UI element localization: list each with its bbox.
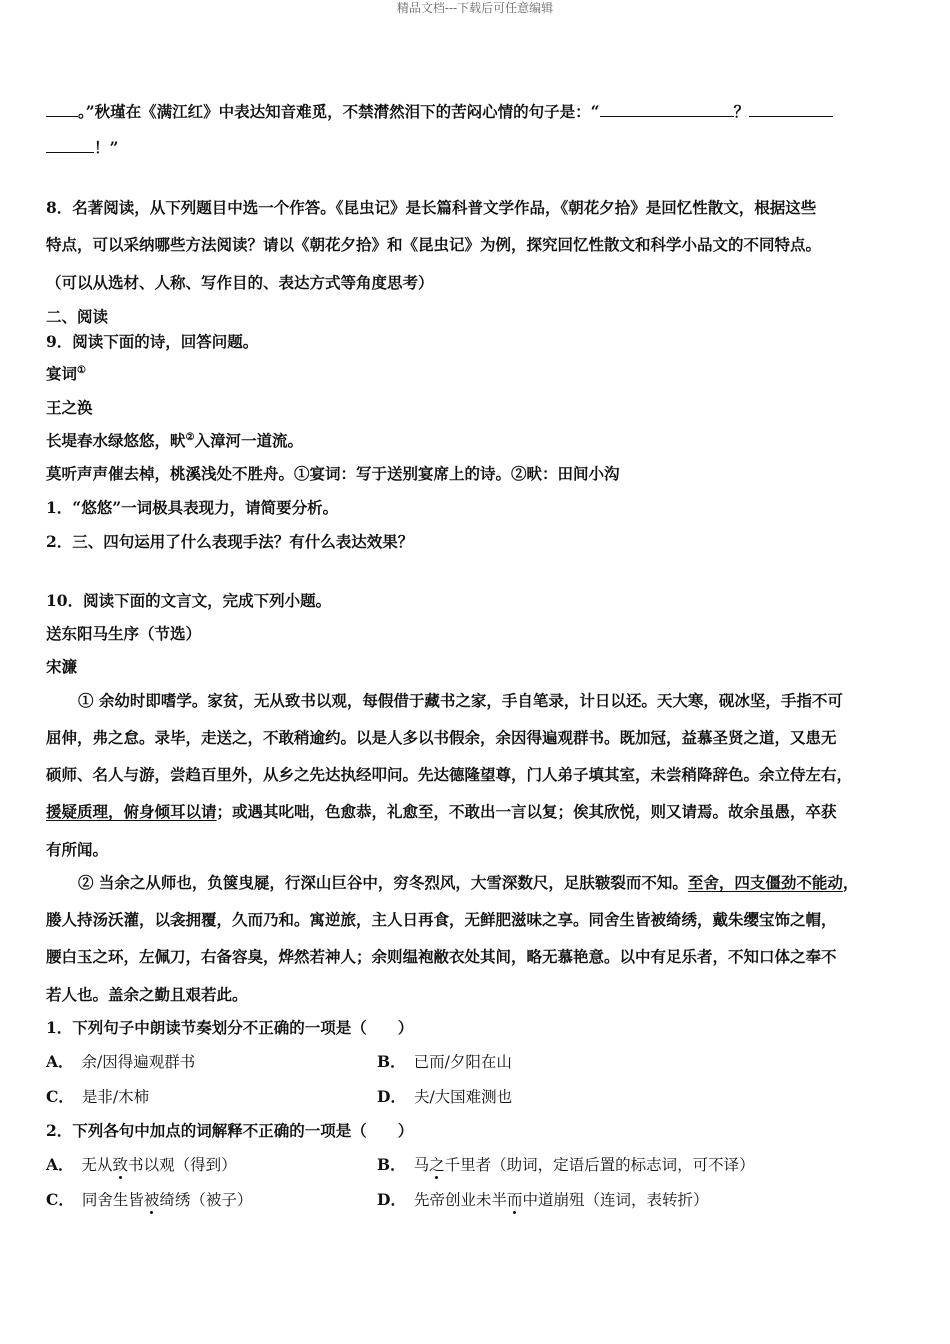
passage-p2-line1-end: ， — [842, 873, 859, 892]
answer-blank[interactable] — [46, 102, 78, 117]
poem-line1-a: 长堤春水绿悠悠，畎 — [46, 431, 186, 450]
q9-subquestion-2: 2．三、四句运用了什么表现手法？有什么表达效果？ — [46, 532, 414, 551]
choice-key: D． — [377, 1087, 406, 1106]
choice-text: 是非/木柿 — [81, 1088, 150, 1106]
q7-line2-text: ！” — [94, 138, 119, 157]
choice-text: 马 — [413, 1156, 430, 1174]
passage-p1-line3: 硕师、名人与游，尝趋百里外，从乡之先达执经叩问。先达德隆望尊，门人弟子填其室，未尝稍降辞色。余立侍左右， — [46, 765, 853, 784]
choice-key: A． — [46, 1052, 74, 1071]
q8-line3: （可以从选材、人称、写作目的、表达方式等角度思考） — [46, 273, 434, 292]
q9-subquestion-1: 1．“悠悠”一词极具表现力，请简要分析。 — [46, 498, 339, 517]
choice-text: 书以观（得到） — [128, 1156, 237, 1174]
page-header: 精品文档---下载后可任意编辑 — [396, 1, 554, 15]
q7-question-mark: ？ — [733, 102, 750, 121]
passage-author: 宋濂 — [46, 657, 78, 676]
passage-p1-line4 — [46, 800, 906, 824]
choice-c[interactable] — [46, 1188, 252, 1212]
poem-line1-b: 入漳河一道流。 — [194, 431, 303, 450]
choice-text: 中道崩殂（连词，表转折） — [522, 1191, 709, 1209]
underlined-sentence: 至舍，四支僵劲不能动 — [687, 873, 843, 892]
passage-title: 送东阳马生序（节选） — [46, 624, 202, 643]
underlined-sentence: 援疑质理，俯身倾耳以请 — [46, 802, 217, 821]
passage-p1-line2: 屈伸，弗之怠。录毕，走送之，不敢稍逾约。以是人多以书假余，余因得遍观群书。既加冠，益慕圣贤之道，又患无 — [46, 728, 837, 747]
poem-line2-text: 莫听声声催去棹，桃溪浅处不胜舟。 — [46, 464, 295, 483]
choice-d[interactable] — [377, 1085, 512, 1109]
section-heading: 二、阅读 — [46, 307, 109, 326]
choice-a[interactable] — [46, 1153, 237, 1177]
passage-p1-line5: 有所闻。 — [46, 840, 109, 859]
footnote-mark: ① — [77, 365, 86, 376]
choice-b[interactable] — [377, 1050, 512, 1074]
q10-intro: 10．阅读下面的文言文，完成下列小题。 — [46, 591, 332, 610]
choice-key: A． — [46, 1155, 74, 1174]
dotted-word: 致 — [112, 1156, 129, 1174]
passage-p2-line3: 腰白玉之环，左佩刀，右备容臭，烨然若神人；余则缊袍敝衣处其间，略无慕艳意。以中有足乐者，不知口体之奉不 — [46, 947, 837, 966]
choice-text: 余/因得遍观群书 — [81, 1053, 196, 1071]
q7-line2 — [46, 136, 906, 160]
choice-key: C． — [46, 1190, 74, 1209]
q7-line1 — [46, 100, 906, 124]
choice-text: 千里者（助词，定语后置的标志词，可不译） — [444, 1156, 755, 1174]
poem-author: 王之涣 — [46, 398, 93, 417]
dotted-word: 而 — [506, 1191, 523, 1209]
passage-p2-line4: 若人也。盖余之勤且艰若此。 — [46, 985, 248, 1004]
passage-p2-line1-text: ② 当余之从师也，负箧曳屣，行深山巨谷中，穷冬烈风，大雪深数尺，足肤皲裂而不知。 — [78, 873, 688, 892]
choice-text: 绮绣（被子） — [159, 1191, 253, 1209]
choice-text: 先帝创业未半 — [413, 1191, 507, 1209]
poem-line1 — [46, 429, 906, 453]
choice-text: 同舍生皆 — [81, 1191, 144, 1209]
choice-text: 无从 — [81, 1156, 113, 1174]
dotted-word: 被 — [143, 1191, 160, 1209]
poem-title — [46, 362, 906, 386]
q8-line1: 8．名著阅读，从下列题目中选一个作答。《昆虫记》是长篇科普文学作品，《朝花夕拾》是回忆性散文，根据这些 — [46, 198, 817, 217]
q10-subquestion-2: 2．下列各句中加点的词解释不正确的一项是（ ） — [46, 1121, 414, 1140]
choice-text: 已而/夕阳在山 — [413, 1053, 512, 1071]
answer-blank[interactable] — [46, 138, 94, 153]
footnote-mark: ② — [185, 432, 195, 443]
q8-line2: 特点，可以采纳哪些方法阅读？请以《朝花夕拾》和《昆虫记》为例，探究回忆性散文和科学小品文的不同特点。 — [46, 235, 822, 254]
poem-line2 — [46, 462, 906, 486]
dotted-word: 之 — [429, 1156, 445, 1174]
choice-key: B． — [377, 1052, 406, 1071]
passage-p1-line4-text: ；或遇其叱咄，色愈恭，礼愈至，不敢出一言以复；俟其欣悦，则又请焉。故余虽愚，卒获 — [216, 802, 837, 821]
answer-blank[interactable] — [600, 102, 734, 117]
choice-a[interactable] — [46, 1050, 195, 1074]
choice-key: C． — [46, 1087, 74, 1106]
q9-intro: 9．阅读下面的诗，回答问题。 — [46, 332, 259, 351]
poem-notes: ①宴词：写于送别宴席上的诗。②畎：田间小沟 — [294, 464, 620, 483]
passage-p1-line1: ① 余幼时即嗜学。家贫，无从致书以观，每假借于藏书之家，手自笔录，计日以还。天大寒，砚冰坚，手指不可 — [78, 691, 843, 710]
passage-p2-line2: 媵人持汤沃灌，以衾拥覆，久而乃和。寓逆旅，主人日再食，无鲜肥滋味之享。同舍生皆被绮绣，戴朱缨宝饰之帽， — [46, 910, 837, 929]
answer-blank[interactable] — [749, 102, 833, 117]
choice-b[interactable] — [377, 1153, 755, 1177]
poem-title-text: 宴词 — [46, 364, 78, 383]
choice-d[interactable] — [377, 1188, 709, 1212]
passage-p2-line1 — [78, 871, 906, 895]
q10-subquestion-1: 1．下列句子中朗读节奏划分不正确的一项是（ ） — [46, 1018, 414, 1037]
choice-key: D． — [377, 1190, 406, 1209]
choice-key: B． — [377, 1155, 406, 1174]
choice-c[interactable] — [46, 1085, 149, 1109]
choice-text: 夫/大国难测也 — [413, 1088, 513, 1106]
q7-line1-text: 。”秋瑾在《满江红》中表达知音难觅，不禁潸然泪下的苦闷心情的句子是：“ — [78, 102, 600, 121]
